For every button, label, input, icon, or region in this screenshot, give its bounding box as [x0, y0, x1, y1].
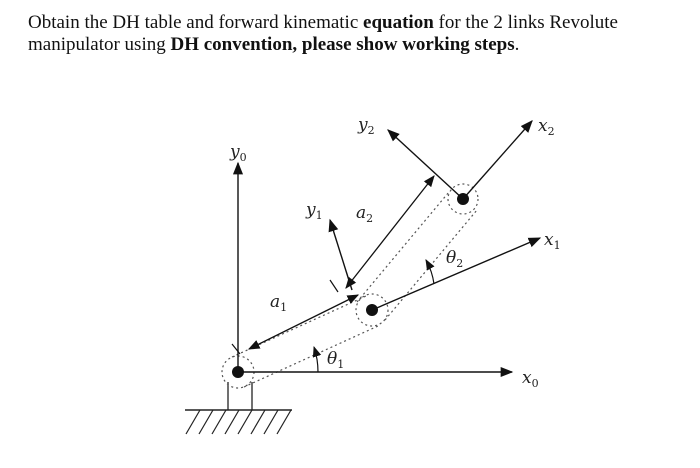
- a2-dimension: [346, 176, 434, 288]
- label-a1: $a_1$: [270, 292, 288, 314]
- question-bold-equation: equation: [363, 12, 434, 33]
- question-part-2: for the 2 links Revolute manipulator using: [28, 12, 618, 55]
- joint-2-dot-icon: [366, 304, 378, 316]
- label-x1: $x_1$: [544, 230, 561, 252]
- label-a2: $a_2$: [356, 203, 374, 225]
- question-part-1: Obtain the DH table and forward kinematic: [28, 12, 364, 33]
- label-x0: $x_0$: [522, 368, 539, 390]
- label-y2: $y_2$: [358, 115, 375, 137]
- label-theta2: $\theta_2$: [446, 248, 464, 270]
- label-y1: $y_1$: [306, 200, 323, 222]
- a1-dimension: [249, 295, 358, 349]
- y1-axis: [330, 220, 352, 290]
- label-y0: $y_0$: [230, 142, 247, 164]
- tick-marks: [232, 280, 338, 354]
- link-2-outline: [357, 184, 478, 320]
- x2-axis: [463, 121, 532, 199]
- end-effector-dot-icon: [457, 193, 469, 205]
- theta2-arc: [426, 260, 434, 284]
- ground-hatch-icon: [185, 410, 292, 434]
- link-1-outline: [222, 294, 388, 388]
- label-x2: $x_2$: [538, 116, 555, 138]
- joint-1-dot-icon: [232, 366, 244, 378]
- question-part-3: .: [514, 34, 520, 55]
- y2-axis: [388, 130, 463, 199]
- question-bold-dh-convention: DH convention, please show working steps: [170, 34, 515, 55]
- label-theta1: $\theta_1$: [327, 349, 345, 371]
- theta1-arc: [314, 347, 318, 372]
